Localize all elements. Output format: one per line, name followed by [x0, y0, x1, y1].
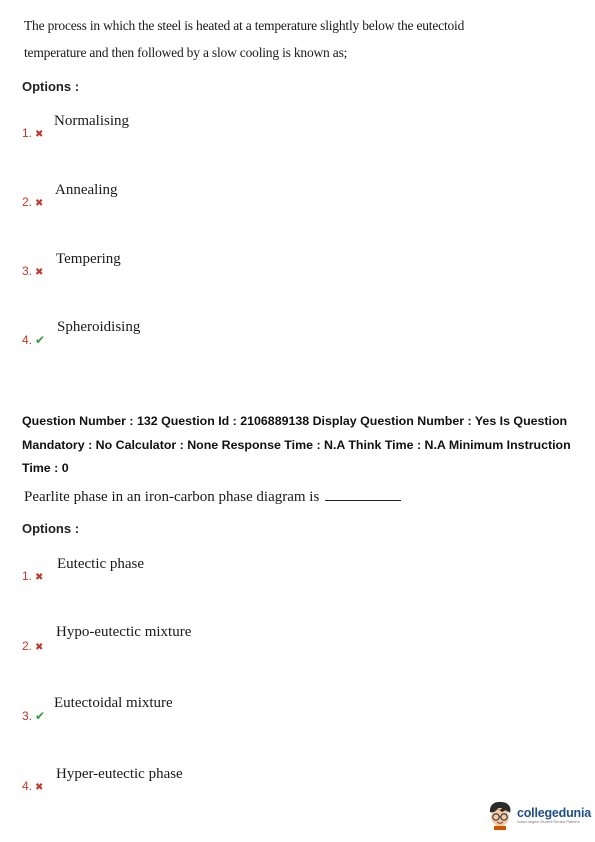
question-2-text — [24, 489, 401, 506]
answer-blank — [325, 499, 401, 501]
q1-option-1-text: Normalising — [54, 113, 129, 129]
wrong-mark-icon: ✖ — [35, 572, 44, 583]
q1-option-3-text: Tempering — [56, 251, 121, 267]
mascot-icon — [486, 800, 514, 830]
options-heading-1: Options : — [22, 79, 80, 94]
wrong-mark-icon: ✖ — [35, 198, 44, 209]
q1-option-1[interactable] — [22, 124, 43, 142]
wrong-mark-icon: ✖ — [35, 129, 44, 140]
option-number: 4. — [22, 779, 33, 793]
q2-option-4-text: Hyper-eutectic phase — [56, 766, 183, 782]
wrong-mark-icon: ✖ — [35, 782, 44, 793]
options-heading-2: Options : — [22, 521, 80, 536]
collegedunia-logo — [486, 800, 591, 830]
option-number: 3. — [22, 264, 33, 278]
question-1-line-2: temperature and then followed by a slow cooling is known as; — [24, 45, 348, 60]
q1-option-2[interactable] — [22, 193, 43, 211]
check-mark-icon: ✔ — [35, 709, 46, 723]
q1-option-4[interactable] — [22, 331, 45, 349]
question-1-line-1: The process in which the steel is heated at a temperature slightly below the eutectoid — [24, 18, 465, 33]
q2-option-3-text: Eutectoidal mixture — [54, 695, 173, 711]
wrong-mark-icon: ✖ — [35, 267, 44, 278]
q1-option-3[interactable] — [22, 262, 43, 280]
q1-option-4-text: Spheroidising — [57, 319, 141, 335]
q2-option-2-text: Hypo-eutectic mixture — [56, 624, 192, 640]
q2-option-4[interactable] — [22, 777, 43, 795]
question-2-stem: Pearlite phase in an iron-carbon phase diagram is — [24, 489, 320, 505]
logo-text-block — [517, 806, 591, 824]
q2-option-1-text: Eutectic phase — [57, 556, 145, 572]
option-number: 4. — [22, 333, 33, 347]
q2-option-1[interactable] — [22, 567, 43, 585]
brand-tagline: India's largest Student Review Platform — [517, 820, 580, 824]
brand-name: collegedunia — [517, 806, 592, 820]
q2-option-3[interactable] — [22, 707, 45, 725]
q1-option-2-text: Annealing — [55, 182, 118, 198]
q2-option-2[interactable] — [22, 637, 43, 655]
check-mark-icon: ✔ — [35, 333, 46, 347]
question-2-meta: Question Number : 132 Question Id : 2106889138 Display Question Number : Yes Is Question Mandatory : No Calculator : None Response Time : N.A Think Time : N.A Minimum Instruction Time : 0 — [22, 414, 571, 475]
option-number: 3. — [22, 709, 33, 723]
option-number: 2. — [22, 639, 33, 653]
option-number: 1. — [22, 126, 33, 140]
option-number: 2. — [22, 195, 33, 209]
option-number: 1. — [22, 569, 33, 583]
wrong-mark-icon: ✖ — [35, 642, 44, 653]
